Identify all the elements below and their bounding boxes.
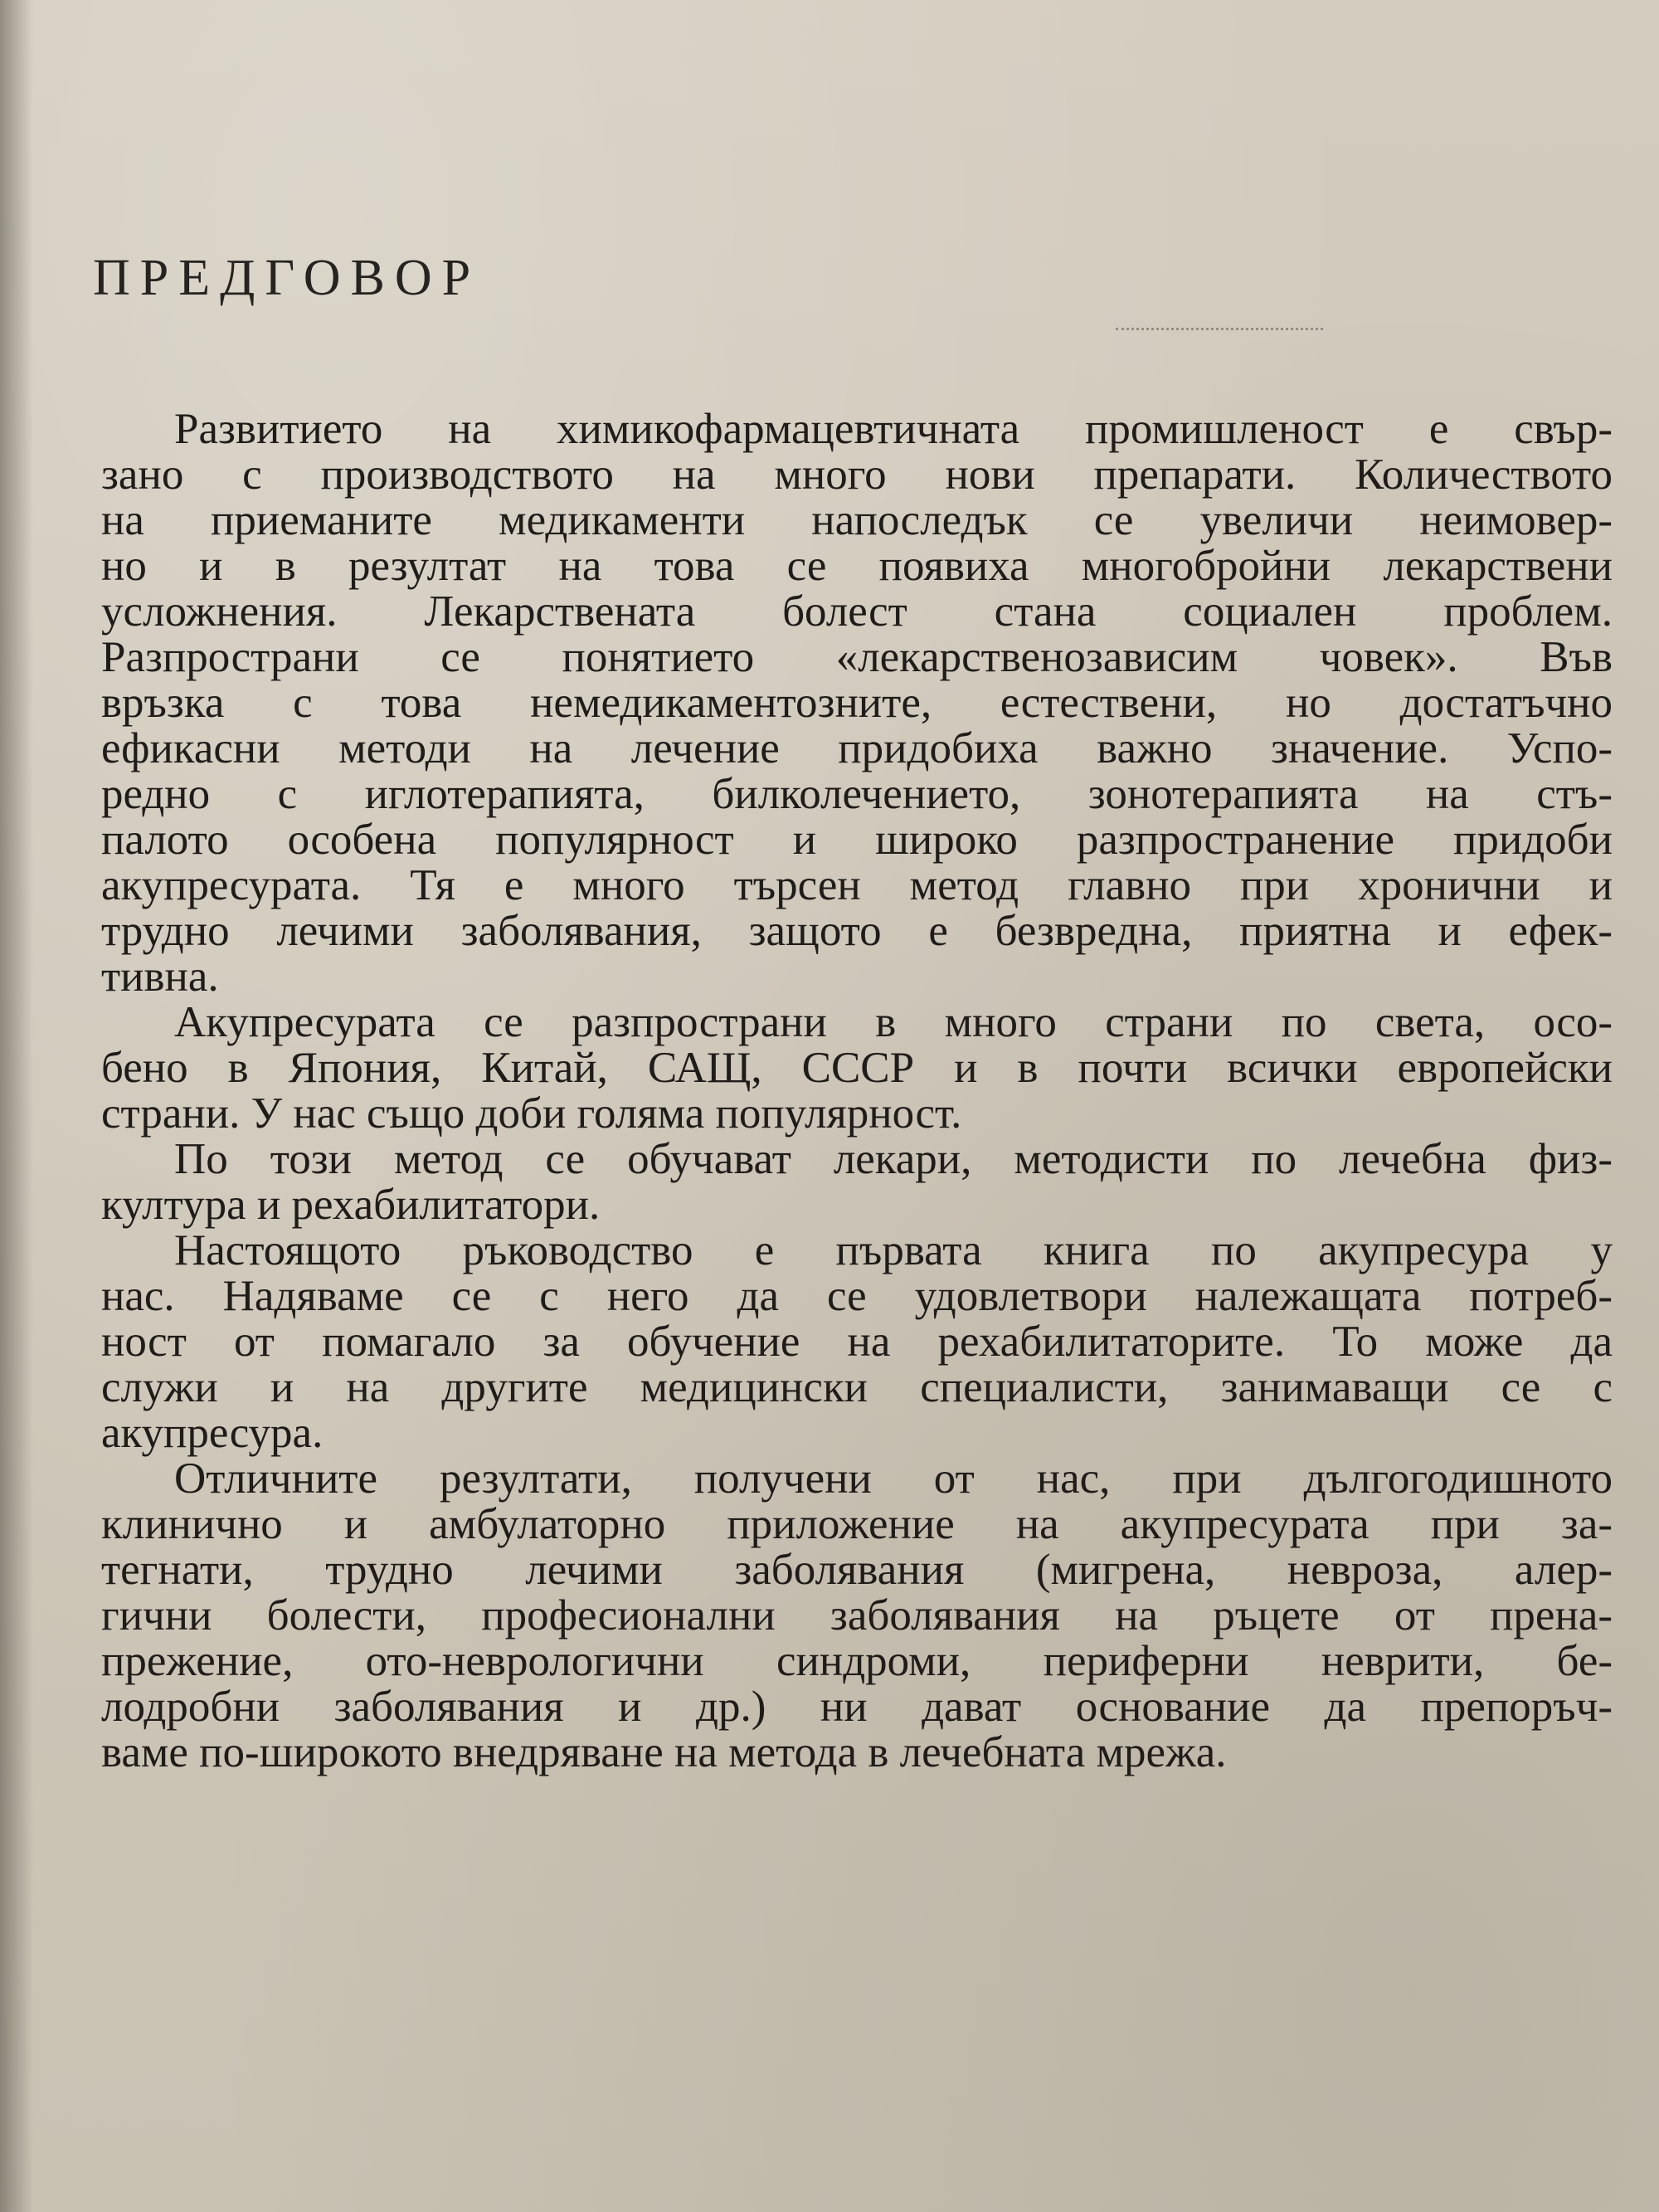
text-line: тегнати, трудно лечими заболявания (мигрена, невроза, алер- <box>101 1546 1613 1594</box>
text-line: усложнения. Лекарствената болест стана социален проблем. <box>101 587 1613 636</box>
binding-shadow <box>0 0 33 2212</box>
text-line: Настоящото ръководство е първата книга по акупресура у <box>174 1226 1613 1274</box>
text-line: палото особена популярност и широко разпространение придоби <box>101 816 1613 864</box>
text-line: ефикасни методи на лечение придобиха важно значение. Успо- <box>101 724 1613 772</box>
paragraph-5 <box>101 1456 1613 1776</box>
text-line: Отличните резултати, получени от нас, при дългогодишното <box>174 1454 1613 1503</box>
text-line: редно с иглотерапията, билколечението, зонотерапията на стъ- <box>101 770 1613 818</box>
text-line: но и в резултат на това се появиха многобройни лекарствени <box>101 542 1613 590</box>
text-line: зано с производството на много нови препарати. Количеството <box>101 451 1613 499</box>
text-line: Развитието на химикофармацевтичната промишленост е свър- <box>174 405 1613 453</box>
text-line: акупресурата. Тя е много търсен метод главно при хронични и <box>101 861 1613 909</box>
text-line: Разпространи се понятието «лекарственозависим човек». Във <box>101 633 1613 681</box>
paragraph-4 <box>101 1228 1613 1456</box>
text-line: служи и на другите медицински специалисти, занимаващи се с <box>101 1363 1613 1411</box>
text-line: култура и рехабилитатори. <box>101 1181 601 1229</box>
text-line: клинично и амбулаторно приложение на акупресурата при за- <box>101 1500 1613 1548</box>
text-line: Акупресурата се разпространи в много страни по света, осо- <box>174 998 1613 1046</box>
text-line: лодробни заболявания и др.) ни дават основание да препоръч- <box>101 1683 1613 1731</box>
page-heading: ПРЕДГОВОР <box>93 250 481 306</box>
paragraph-2 <box>101 1000 1613 1137</box>
text-line: бено в Япония, Китай, САЩ, СССР и в почти всички европейски <box>101 1044 1613 1092</box>
text-line: По този метод се обучават лекари, методисти по лечебна физ- <box>174 1135 1613 1183</box>
faint-pencil-mark <box>1116 328 1323 330</box>
text-line: прежение, ото-неврологични синдроми, периферни неврити, бе- <box>101 1637 1613 1685</box>
text-line: страни. У нас също доби голяма популярност. <box>101 1089 962 1138</box>
text-line: ваме по-широкото внедряване на метода в лечебната мрежа. <box>101 1728 1227 1776</box>
text-line: ност от помагало за обучение на рехабилитаторите. То може да <box>101 1318 1613 1366</box>
text-line: трудно лечими заболявания, защото е безвредна, приятна и ефек- <box>101 907 1613 955</box>
preface-body <box>101 407 1613 1776</box>
text-line: връзка с това немедикаментозните, естествени, но достатъчно <box>101 679 1613 727</box>
text-line: гични болести, професионални заболявания на ръцете от прена- <box>101 1591 1613 1640</box>
paragraph-3 <box>101 1137 1613 1228</box>
paragraph-1 <box>101 407 1613 1000</box>
text-line: тивна. <box>101 953 219 1001</box>
text-line: нас. Надяваме се с него да се удовлетвори належащата потреб- <box>101 1272 1613 1320</box>
text-line: акупресура. <box>101 1409 324 1457</box>
text-line: на приеманите медикаменти напоследък се увеличи неимовер- <box>101 496 1613 544</box>
